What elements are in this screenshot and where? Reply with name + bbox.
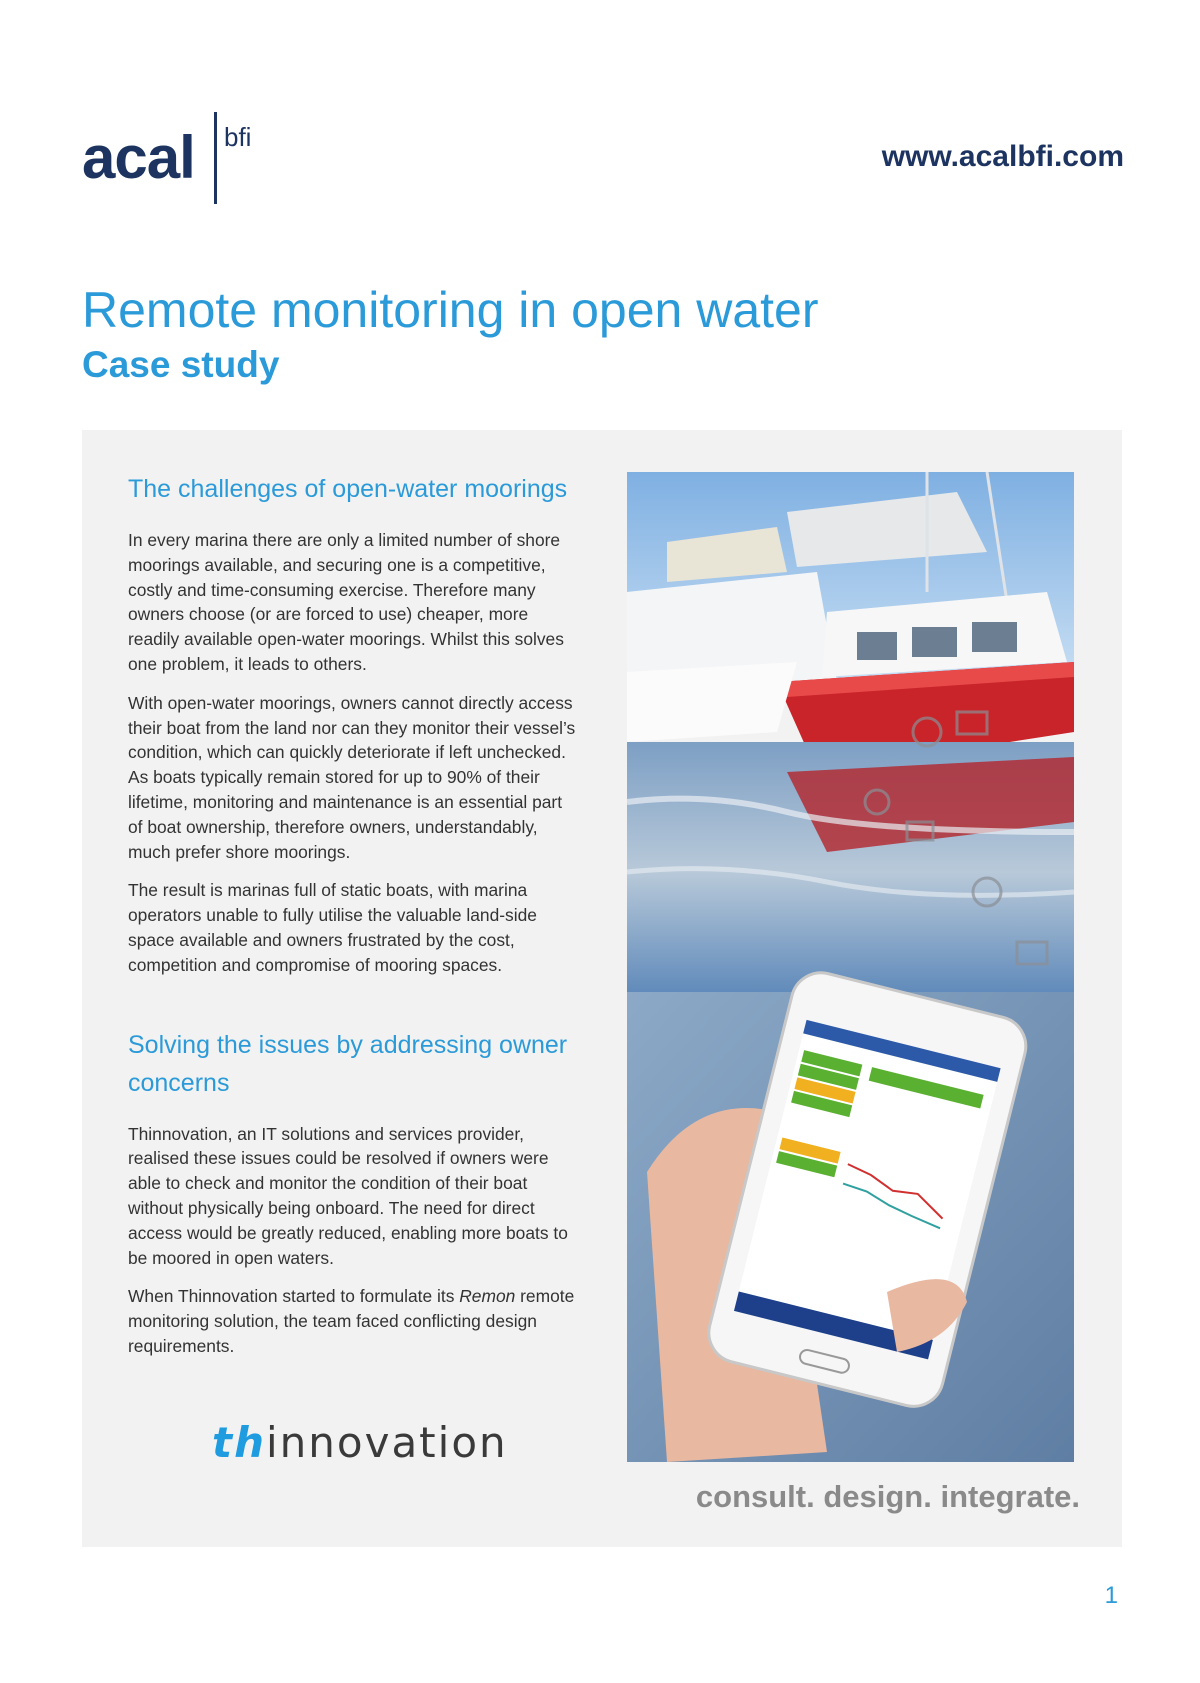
marina-phone-photo — [627, 472, 1074, 1462]
section-heading-solving: Solving the issues by addressing owner concerns — [128, 1030, 568, 1097]
paragraph: The result is marinas full of static boats, with marina operators unable to fully utilise the valuable land-side space available and owners frustrated by the cost, competition and compromise of mooring spaces. — [128, 880, 537, 975]
text-column — [128, 470, 578, 1373]
thinnovation-logo — [212, 1418, 508, 1467]
paragraph: In every marina there are only a limited number of shore moorings available, and securing one is a competitive, costly and time-consuming exercise. Therefore many owners choose (or are forced to use) cheaper, more readily available open-water moorings. Whilst this solves one problem, it leads to others. — [128, 530, 564, 674]
page-number: 1 — [1104, 1582, 1118, 1609]
section-heading-challenges: The challenges of open-water moorings — [128, 475, 568, 503]
paragraph: With open-water moorings, owners cannot directly access their boat from the land nor can they monitor their vessel’s condition, which can quickly deteriorate if left unchecked. As boats typically remain stored for up to 90% of their lifetime, monitoring and maintenance is an essential part of boat ownership, therefore owners, understandably, much prefer shore moorings. — [128, 692, 576, 862]
content-panel — [82, 430, 1122, 1547]
logo-wordmark: acal — [82, 124, 195, 191]
website-url[interactable]: www.acalbfi.com — [881, 140, 1124, 173]
acal-bfi-logo — [82, 110, 282, 210]
paragraph-text: When Thinnovation started to formulate its — [128, 1286, 460, 1307]
paragraph: Thinnovation, an IT solutions and services provider, realised these issues could be resolved if owners were able to check and monitor the condition of their boat without physically being onboard. The need for direct access would be greatly reduced, enabling more boats to be moored in open waters. — [128, 1123, 568, 1268]
logo-rest: innovation — [265, 1418, 508, 1467]
page-subtitle: Case study — [82, 344, 280, 385]
tagline: consult. design. integrate. — [695, 1479, 1080, 1514]
paragraph — [128, 1284, 578, 1358]
logo-sub-wordmark: bfi — [224, 122, 252, 152]
page-title: Remote monitoring in open water — [82, 282, 819, 338]
paragraph-text: remote monitoring solution, the team faced conflicting design requirements. — [128, 1286, 575, 1356]
product-name: Remon — [459, 1286, 516, 1307]
logo-divider — [214, 112, 217, 204]
logo-accent: th — [212, 1418, 266, 1467]
